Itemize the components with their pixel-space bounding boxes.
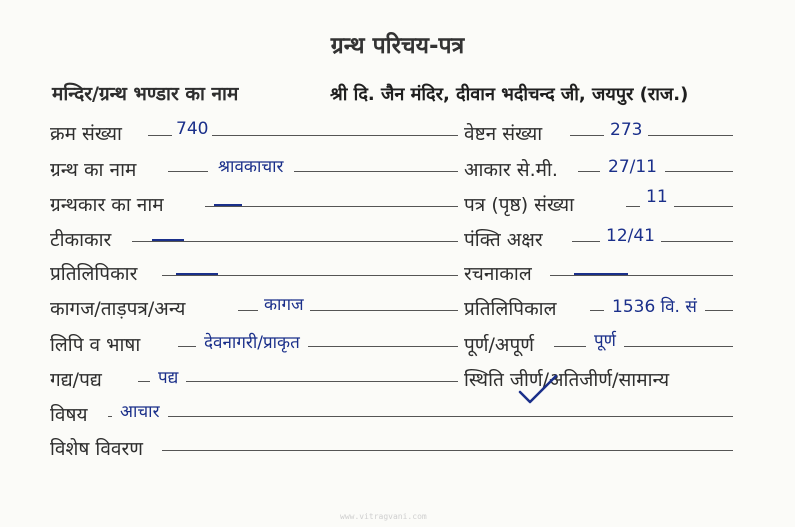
- commentator-line: [132, 241, 458, 242]
- bundle-number-value: 273: [604, 119, 648, 141]
- copy-date-label: प्रतिलिपिकाल: [464, 298, 557, 320]
- granth-name-label: ग्रन्थ का नाम: [50, 159, 137, 181]
- author-label: ग्रन्थकार का नाम: [50, 194, 164, 216]
- folio-count-label: पत्र (पृष्ठ) संख्या: [464, 194, 575, 216]
- script-language-value: देवनागरी/प्राकृत: [196, 332, 308, 354]
- author-value-dash: [214, 204, 242, 206]
- special-details-line: [162, 450, 733, 451]
- material-value: कागज: [258, 294, 310, 316]
- author-line: [205, 206, 458, 207]
- size-value: 27/11: [600, 156, 665, 178]
- material-label: कागज/ताड़पत्र/अन्य: [50, 298, 186, 320]
- checkmark-icon: [516, 372, 560, 408]
- condition-label: स्थिति जीर्ण/अतिजीर्ण/सामान्य: [464, 369, 670, 391]
- complete-incomplete-value: पूर्ण: [586, 330, 624, 352]
- prose-verse-label: गद्य/पद्य: [50, 369, 102, 391]
- commentator-label: टीकाकार: [50, 229, 112, 251]
- composition-period-label: रचनाकाल: [464, 263, 532, 285]
- special-details-label: विशेष विवरण: [50, 438, 143, 460]
- repository-label: मन्दिर/ग्रन्थ भण्डार का नाम: [52, 83, 239, 105]
- lines-letters-value: 12/41: [600, 225, 661, 247]
- size-label: आकार से.मी.: [464, 159, 558, 181]
- repository-value: श्री दि. जैन मंदिर, दीवान भदीचन्द जी, जयपुर (राज.): [330, 84, 689, 105]
- watermark: www.vitragvani.com: [340, 512, 427, 521]
- bundle-number-label: वेष्टन संख्या: [464, 123, 543, 145]
- complete-incomplete-line: [554, 346, 733, 347]
- card-title: ग्रन्थ परिचय-पत्र: [330, 33, 465, 59]
- serial-number-value: 740: [172, 118, 212, 140]
- folio-count-value: 11: [640, 186, 674, 208]
- copyist-label: प्रतिलिपिकार: [50, 263, 138, 285]
- complete-incomplete-label: पूर्ण/अपूर्ण: [464, 334, 534, 356]
- copyist-value-dash: [176, 273, 218, 275]
- subject-value: आचार: [112, 401, 168, 423]
- lines-letters-label: पंक्ति अक्षर: [464, 229, 543, 251]
- subject-label: विषय: [50, 404, 88, 426]
- script-language-label: लिपि व भाषा: [50, 334, 141, 356]
- copyist-line: [162, 275, 458, 276]
- bundle-number-line: [570, 135, 733, 136]
- granth-name-value: श्रावकाचार: [208, 156, 294, 178]
- subject-line: [108, 416, 733, 417]
- commentator-value-dash: [152, 239, 184, 241]
- composition-period-dash: [574, 273, 628, 275]
- copy-date-value: 1536 वि. सं: [604, 296, 705, 318]
- prose-verse-value: पद्य: [150, 367, 186, 389]
- composition-period-line: [550, 275, 733, 276]
- serial-number-label: क्रम संख्या: [50, 123, 122, 145]
